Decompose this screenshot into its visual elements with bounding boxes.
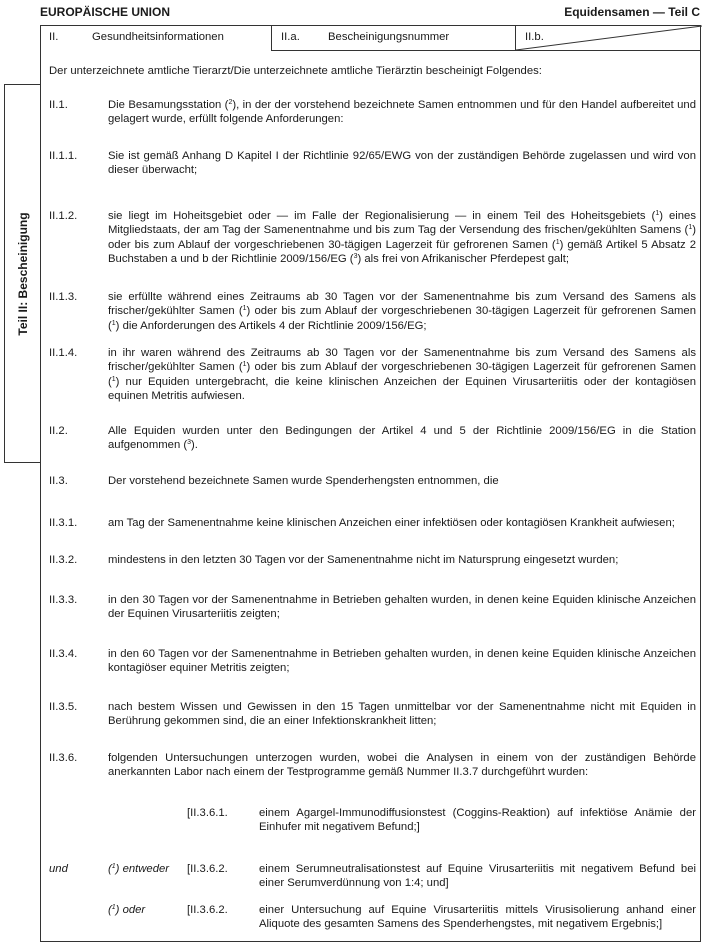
clause-number: II.1. (49, 99, 68, 111)
clause-number: II.3.1. (49, 517, 78, 529)
certificate-header-row (40, 25, 701, 51)
clause-text: Sie ist gemäß Anhang D Kapitel I der Richtlinie 92/65/EWG von der zuständigen Behörde zugelassen und wird von dieser überwacht; (108, 150, 696, 177)
clause-text: mindestens in den letzten 30 Tagen vor der Samenentnahme nicht im Natursprung eingesetzt wurden; (108, 554, 619, 566)
side-label: Teil II: Bescheinigung (15, 211, 30, 336)
clause-number: II.3.6. (49, 752, 78, 764)
section-title: Gesundheitsinformationen (92, 31, 224, 43)
clause-item (49, 346, 696, 404)
subclause-text: einer Untersuchung auf Equine Virusarteriitis mittels Virusisolierung anhand einer Aliquote des gesamten Samens des Spenderhengstes, mit negativem Ergebnis;] (259, 904, 696, 931)
clause-number: II.3.3. (49, 594, 78, 606)
clause-item (49, 553, 696, 567)
clause-text: am Tag der Samenentnahme keine klinischen Anzeichen einer infektiösen oder kontagiösen Krankheit aufwiesen; (108, 517, 675, 529)
clause-text: Die Besamungsstation ($^2$), in der der vorstehend bezeichnete Samen entnommen und für den Handel aufbereitet und gelagert wurde, erfüllt folgende Anforderungen: (108, 99, 696, 126)
clause-text: folgenden Untersuchungen unterzogen wurden, wobei die Analysen in einem von der zuständigen Behörde anerkannten Labor nach einem der Testprogramme gemäß Nummer II.3.7 durchgeführt wurden: (108, 752, 696, 779)
side-label-box (4, 84, 41, 463)
clause-item (49, 647, 696, 676)
clause-item (49, 516, 696, 530)
clause-text: in den 60 Tagen vor der Samenentnahme in Betrieben gehalten wurden, in denen keine Equiden klinische Anzeichen kontagiöser equiner Metritis zeigten; (108, 648, 696, 675)
clause-item (49, 209, 696, 267)
clause-item (49, 751, 696, 780)
clause-text: nach bestem Wissen und Gewissen in den 15 Tagen unmittelbar vor der Samenentnahme nicht mit Equiden in Berührung gekommen sind, die an einer Infektionskrankheit litten; (108, 701, 696, 728)
header-section-title: Equidensamen — Teil C (564, 5, 700, 19)
subclause-number: [II.3.6.1. (187, 807, 228, 819)
diagonal-strike-icon (516, 25, 702, 51)
subclause-number: [II.3.6.2. (187, 863, 228, 875)
option-selector-label: ($^1$) entweder (108, 863, 170, 875)
certificate-number-label-num: II.a. (281, 31, 300, 43)
clause-number: II.3.2. (49, 554, 78, 566)
clause-text: sie erfüllte während eines Zeitraums ab 30 Tagen vor der Samenentnahme bis zum Versand des Samens als frischer/gekühlter Samen ($^1$) oder bis zum Ablauf der vorgeschriebenen 30-tägigen Lagerzeit für gefrorenen Samen ($^1$) die Anforderungen des Artikels 4 der Richtlinie 2009/156/EG; (108, 291, 696, 332)
clause-number: II.1.2. (49, 210, 78, 222)
subclause-number: [II.3.6.2. (187, 904, 228, 916)
clause-text: in den 30 Tagen vor der Samenentnahme in Betrieben gehalten wurden, in denen keine Equiden klinische Anzeichen der Equinen Virusarteriitis zeigten; (108, 594, 696, 621)
certificate-number-label: Bescheinigungsnummer (328, 31, 450, 43)
clause-number: II.1.3. (49, 291, 78, 303)
subclause-text: einem Agargel-Immunodiffusionstest (Coggins-Reaktion) auf infektiöse Anämie der Einhufer mit negativem Befund;] (259, 807, 696, 834)
clause-item (49, 700, 696, 729)
clause-item (49, 593, 696, 622)
clause-item (49, 290, 696, 333)
clause-text: Alle Equiden wurden unter den Bedingungen der Artikel 4 und 5 der Richtlinie 2009/156/EG in die Station aufgenommen ($^3$). (108, 425, 696, 452)
clause-number: II.2. (49, 425, 68, 437)
clause-item (49, 474, 696, 488)
clause-item (49, 98, 696, 127)
conjunction-label: und (49, 863, 68, 875)
iib-label: II.b. (525, 31, 544, 43)
clause-item (49, 424, 696, 453)
clause-number: II.1.4. (49, 347, 78, 359)
health-info-cell (40, 25, 271, 51)
section-number: II. (49, 31, 59, 43)
clause-number: II.3.4. (49, 648, 78, 660)
intro-statement: Der unterzeichnete amtliche Tierarzt/Die unterzeichnete amtliche Tierärztin bescheinigt Folgendes: (49, 65, 542, 77)
clause-item (49, 149, 696, 178)
clause-text: in ihr waren während des Zeitraums ab 30 Tagen vor der Samenentnahme bis zum Versand des Samens als frischer/gekühlter Samen ($^1$) oder bis zum Ablauf der vorgeschriebenen 30-tägigen Lagerzeit für gefrorenen Samen ($^1$) nur Equiden untergebracht, die keine klinischen Anzeichen der Equinen Virusarteriitis oder der kontagiösen equinen Metritis aufwiesen. (108, 347, 696, 403)
option-selector-label: ($^1$) oder (108, 904, 146, 916)
certificate-number-cell (271, 25, 515, 51)
clause-number: II.1.1. (49, 150, 78, 162)
iib-cell (515, 25, 701, 51)
subclause-text: einem Serumneutralisationstest auf Equine Virusarteriitis mit negativem Befund bei einer Serumverdünnung von 1:4; und] (259, 863, 696, 890)
clause-number: II.3. (49, 475, 68, 487)
clause-text: sie liegt im Hoheitsgebiet oder — im Falle der Regionalisierung — in einem Teil des Hoheitsgebiets ($^1$) eines Mitgliedstaats, der am Tag der Samenentnahme und bis zum Tag der Versendung des frischen/gekühlten Samens ($^1$) oder bis zum Ablauf der vorgeschriebenen 30-tägigen Lagerzeit für gefrorenen Samen ($^1$) gemäß Artikel 5 Absatz 2 Buchstaben a und b der Richtlinie 2009/156/EG ($^3$) als frei von Afrikanischer Pferdepest galt; (108, 210, 696, 266)
header-union-title: EUROPÄISCHE UNION (40, 5, 171, 19)
clause-text: Der vorstehend bezeichnete Samen wurde Spenderhengsten entnommen, die (108, 475, 499, 487)
clause-number: II.3.5. (49, 701, 78, 713)
